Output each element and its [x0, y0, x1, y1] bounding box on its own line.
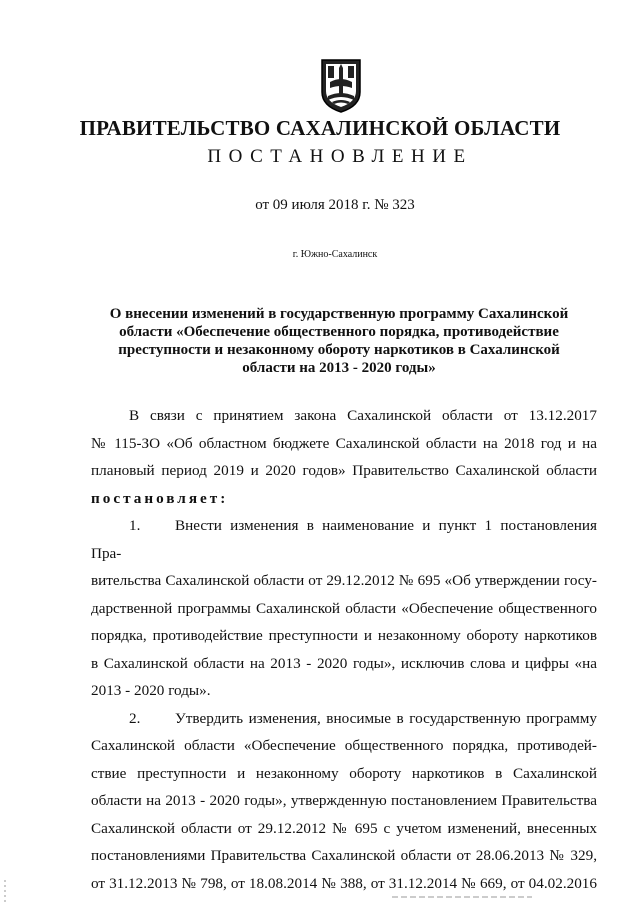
paragraph-line: вительства Сахалинской области от 29.12.2012 № 695 «Об утверждении госу-: [91, 572, 597, 589]
paragraph-line: Утвердить изменения, вносимые в государственную программу: [175, 709, 597, 727]
paragraph-line: В связи с принятием закона Сахалинской области от 13.12.2017: [129, 407, 597, 424]
paragraph-line: № 115-ЗО «Об областном бюджете Сахалинской области на 2018 год и на: [91, 434, 597, 452]
paragraph-line: Внести изменения в наименование и пункт 1 постановления Пра-: [91, 517, 597, 562]
document-body: [91, 402, 597, 897]
paragraph-line: области на 2013 - 2020 годы», утвержденную постановлением Правительства: [91, 792, 597, 809]
scan-artifact: [2, 880, 10, 904]
paragraph-line: дарственной программы Сахалинской области «Обеспечение общественного: [91, 599, 597, 617]
paragraph-line: плановый период 2019 и 2020 годов» Правительство Сахалинской области: [91, 462, 597, 479]
paragraph-line: в Сахалинской области на 2013 - 2020 годы», исключив слова и цифры «на: [91, 654, 597, 672]
paragraph-line: постановлениями Правительства Сахалинской области от 28.06.2013 № 329,: [91, 847, 597, 864]
document-type: ПОСТАНОВЛЕНИЕ: [207, 146, 473, 167]
title-line: преступности и незаконному обороту наркотиков в Сахалинской: [118, 342, 560, 358]
resolves-word: постановляет:: [91, 489, 229, 507]
paragraph-line: Сахалинской области «Обеспечение общественного порядка, противодей-: [91, 737, 597, 754]
coat-of-arms-icon: [318, 58, 364, 114]
title-line: О внесении изменений в государственную программу Сахалинской: [109, 306, 569, 322]
paragraph-line: порядка, противодействие преступности и незаконному обороту наркотиков: [91, 627, 597, 644]
document-title: [104, 305, 574, 377]
paragraph-line: ствие преступности и незаконному обороту наркотиков в Сахалинской: [91, 764, 597, 782]
scan-artifact: [392, 892, 532, 900]
city: г. Южно-Сахалинск: [292, 249, 378, 260]
title-line: области на 2013 - 2020 годы»: [242, 360, 436, 376]
date-number: от 09 июля 2018 г. № 323: [255, 197, 415, 213]
item-number: 2.: [129, 709, 141, 727]
paragraph-line: 2013 - 2020 годы».: [91, 682, 211, 699]
government-name: ПРАВИТЕЛЬСТВО САХАЛИНСКОЙ ОБЛАСТИ: [79, 116, 561, 140]
paragraph-line: от 31.12.2013 № 798, от 18.08.2014 № 388, от 31.12.2014 № 669, от 04.02.2016: [91, 874, 597, 892]
item-number: 1.: [129, 517, 141, 534]
title-line: области «Обеспечение общественного порядка, противодействие: [119, 324, 559, 340]
paragraph-line: Сахалинской области от 29.12.2012 № 695 с учетом изменений, внесенных: [91, 819, 597, 837]
